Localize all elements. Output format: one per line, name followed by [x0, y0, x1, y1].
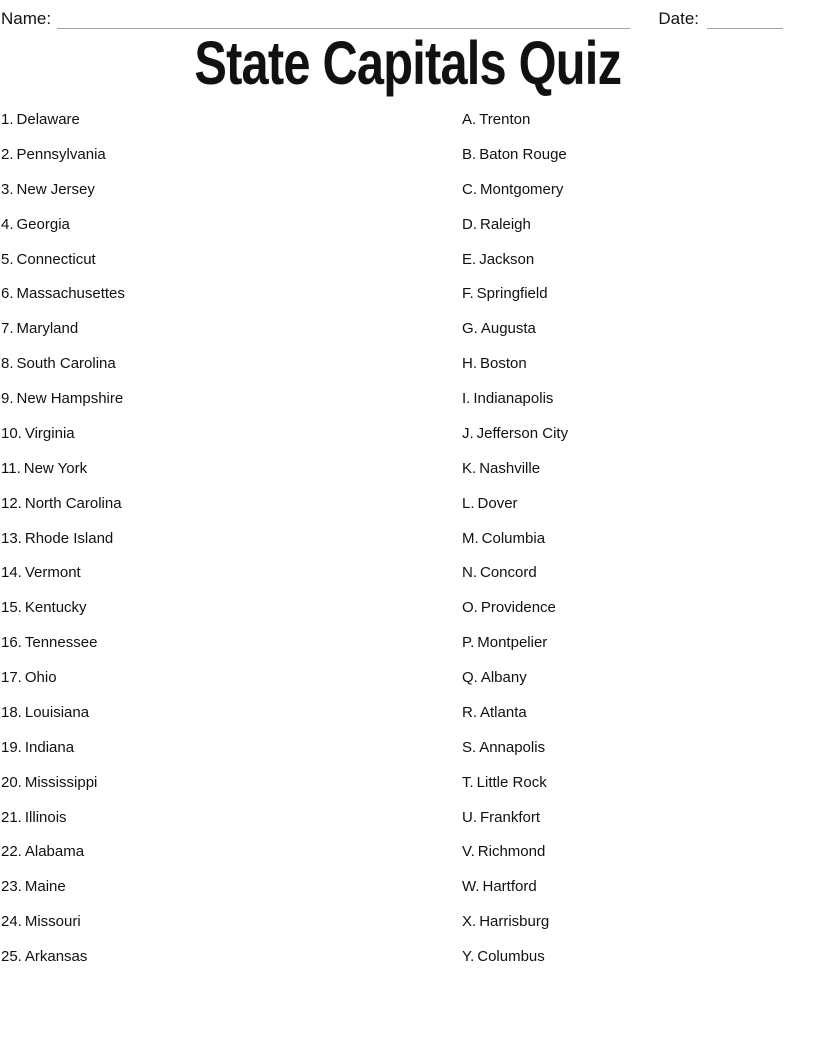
state-name: Connecticut: [16, 250, 96, 268]
capital-letter: M.: [462, 529, 479, 547]
capital-item: [462, 487, 816, 522]
capital-letter: Y.: [462, 948, 475, 965]
state-number: 20.: [1, 773, 22, 791]
state-number: 6.: [1, 285, 14, 303]
capital-name: Montpelier: [477, 634, 548, 652]
capital-letter: K.: [462, 459, 477, 477]
worksheet-header: [0, 0, 816, 29]
state-number: 3.: [1, 180, 14, 198]
state-item: [1, 312, 462, 347]
state-name: Arkansas: [24, 948, 88, 965]
capital-letter: T.: [462, 773, 474, 791]
capital-letter: C.: [462, 180, 477, 198]
capital-name: Atlanta: [480, 703, 527, 721]
page-title: State Capitals Quiz: [194, 29, 622, 97]
capital-name: Dover: [477, 494, 518, 512]
state-number: 21.: [1, 808, 22, 826]
state-name: Louisiana: [24, 703, 90, 721]
state-number: 9.: [1, 390, 14, 407]
state-name: Missouri: [24, 913, 81, 931]
capital-letter: G.: [462, 320, 478, 338]
state-item: [1, 940, 462, 975]
state-item: [1, 696, 462, 731]
state-item: [1, 103, 462, 138]
capital-item: [462, 522, 816, 557]
state-item: [1, 626, 462, 661]
state-name: Vermont: [24, 564, 81, 582]
state-name: Tennessee: [24, 634, 98, 652]
state-number: 7.: [1, 320, 14, 338]
state-number: 14.: [1, 564, 22, 582]
state-item: [1, 347, 462, 382]
state-name: Georgia: [16, 215, 70, 233]
state-name: Illinois: [24, 808, 67, 826]
state-item: [1, 835, 462, 870]
state-number: 16.: [1, 634, 22, 652]
state-item: [1, 243, 462, 278]
state-item: [1, 661, 462, 696]
state-number: 10.: [1, 424, 22, 442]
capital-name: Indianapolis: [473, 390, 554, 407]
state-item: [1, 801, 462, 836]
capital-letter: J.: [462, 424, 474, 442]
capital-item: [462, 382, 816, 417]
capital-item: [462, 940, 816, 975]
capital-letter: D.: [462, 215, 477, 233]
state-name: Maryland: [16, 320, 79, 338]
capital-item: [462, 312, 816, 347]
state-item: [1, 417, 462, 452]
state-item: [1, 556, 462, 591]
capital-letter: F.: [462, 285, 474, 303]
capital-name: Baton Rouge: [479, 145, 567, 163]
state-name: Mississippi: [24, 773, 98, 791]
capital-item: [462, 243, 816, 278]
state-name: New Jersey: [16, 180, 95, 198]
capital-name: Raleigh: [480, 215, 531, 233]
capital-letter: L.: [462, 494, 475, 512]
capital-name: Jefferson City: [476, 424, 569, 442]
capital-letter: S.: [462, 738, 477, 756]
capital-name: Frankfort: [480, 808, 541, 826]
date-label: Date:: [658, 9, 699, 28]
state-number: 13.: [1, 529, 22, 547]
state-name: Maine: [24, 878, 66, 896]
capital-name: Albany: [480, 669, 527, 686]
state-name: Kentucky: [24, 599, 87, 617]
state-name: New York: [23, 459, 88, 477]
state-number: 24.: [1, 913, 22, 931]
capital-name: Little Rock: [476, 773, 547, 791]
capital-item: [462, 556, 816, 591]
capital-name: Hartford: [482, 878, 537, 896]
capital-item: [462, 208, 816, 243]
capital-letter: V.: [462, 843, 475, 861]
capital-item: [462, 626, 816, 661]
capital-name: Providence: [480, 599, 556, 617]
capital-name: Columbia: [481, 529, 546, 547]
state-number: 17.: [1, 669, 22, 686]
state-number: 4.: [1, 215, 14, 233]
capital-letter: P.: [462, 634, 475, 652]
capital-letter: B.: [462, 145, 477, 163]
state-number: 12.: [1, 494, 22, 512]
capital-name: Jackson: [479, 250, 535, 268]
state-item: [1, 731, 462, 766]
state-number: 1.: [1, 111, 14, 128]
state-item: [1, 208, 462, 243]
capital-letter: O.: [462, 599, 478, 617]
capital-item: [462, 138, 816, 173]
capital-item: [462, 417, 816, 452]
state-name: Massachusettes: [16, 285, 125, 303]
state-number: 19.: [1, 738, 22, 756]
capital-item: [462, 870, 816, 905]
state-number: 11.: [1, 459, 21, 477]
capital-item: [462, 905, 816, 940]
capital-item: [462, 835, 816, 870]
state-name: Delaware: [16, 111, 80, 128]
capital-letter: E.: [462, 250, 477, 268]
capital-letter: Q.: [462, 669, 478, 686]
capital-item: [462, 103, 816, 138]
state-item: [1, 487, 462, 522]
capital-name: Columbus: [477, 948, 545, 965]
state-name: Alabama: [24, 843, 85, 861]
capital-name: Harrisburg: [479, 913, 550, 931]
state-name: Pennsylvania: [16, 145, 106, 163]
state-name: Rhode Island: [24, 529, 114, 547]
capital-name: Trenton: [479, 111, 531, 128]
capital-letter: U.: [462, 808, 477, 826]
states-list: [1, 103, 462, 975]
state-item: [1, 277, 462, 312]
capital-item: [462, 661, 816, 696]
state-name: South Carolina: [16, 355, 116, 373]
capital-letter: R.: [462, 703, 477, 721]
title-row: [0, 31, 816, 95]
state-name: Virginia: [24, 424, 75, 442]
state-number: 25.: [1, 948, 22, 965]
capitals-column: [462, 103, 816, 975]
state-item: [1, 382, 462, 417]
state-item: [1, 138, 462, 173]
state-name: Indiana: [24, 738, 75, 756]
capital-item: [462, 696, 816, 731]
state-number: 18.: [1, 703, 22, 721]
capital-letter: N.: [462, 564, 477, 582]
state-number: 23.: [1, 878, 22, 896]
capital-item: [462, 452, 816, 487]
capital-name: Springfield: [476, 285, 548, 303]
capital-letter: W.: [462, 878, 480, 896]
state-item: [1, 452, 462, 487]
capital-item: [462, 173, 816, 208]
capital-letter: I.: [462, 390, 471, 407]
state-name: North Carolina: [24, 494, 122, 512]
capital-letter: A.: [462, 111, 477, 128]
state-number: 8.: [1, 355, 14, 373]
state-item: [1, 591, 462, 626]
capital-name: Nashville: [479, 459, 541, 477]
capital-name: Annapolis: [479, 738, 546, 756]
capital-name: Augusta: [480, 320, 536, 338]
state-item: [1, 173, 462, 208]
state-number: 22.: [1, 843, 22, 861]
capital-item: [462, 766, 816, 801]
capitals-list: [462, 103, 816, 975]
states-column: [1, 103, 462, 975]
capital-name: Concord: [480, 564, 537, 582]
state-number: 15.: [1, 599, 22, 617]
state-name: Ohio: [24, 669, 57, 686]
capital-name: Montgomery: [480, 180, 564, 198]
state-item: [1, 766, 462, 801]
state-item: [1, 870, 462, 905]
capital-item: [462, 731, 816, 766]
capital-letter: X.: [462, 913, 477, 931]
name-label: Name:: [1, 9, 52, 28]
capital-item: [462, 277, 816, 312]
state-name: New Hampshire: [16, 390, 124, 407]
capital-item: [462, 801, 816, 836]
state-number: 5.: [1, 250, 14, 268]
capital-item: [462, 347, 816, 382]
state-item: [1, 905, 462, 940]
date-blank-line: [707, 10, 783, 29]
state-item: [1, 522, 462, 557]
capital-item: [462, 591, 816, 626]
capital-name: Boston: [480, 355, 527, 373]
state-number: 2.: [1, 145, 14, 163]
capital-name: Richmond: [477, 843, 546, 861]
quiz-columns: [0, 103, 816, 975]
name-blank-line: [57, 10, 630, 29]
capital-letter: H.: [462, 355, 477, 373]
